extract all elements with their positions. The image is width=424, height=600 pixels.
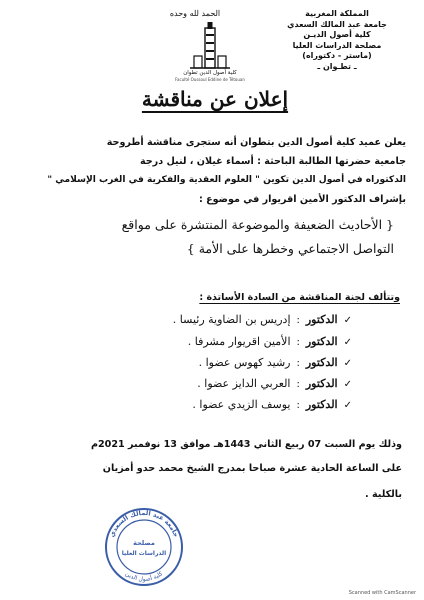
committee-member [197, 377, 352, 390]
member-name: العربي الدايز عضوا . [197, 377, 291, 390]
member-name: إدريس بن الضاوية رئيسا . [172, 313, 291, 326]
schedule-line-2: على الساعة الحادية عشرة صباحا بمدرج الشيخ محمد حدو أمزيان [102, 463, 402, 474]
bullet-icon: ✓ [343, 358, 352, 369]
institution-line-city: ـ تطـوان ـ [317, 61, 357, 71]
institution-line-university: جامعة عبد المالك السعدي [287, 19, 387, 29]
committee-member [192, 398, 352, 411]
thesis-topic-line-1: { الأحاديث الضعيفة والموضوعة المنتشرة على مواقع [121, 217, 394, 232]
stamp-center-bottom: الدراسات العليا [121, 550, 167, 557]
separator: : [296, 379, 300, 390]
scanner-footer: Scanned with CamScanner [348, 590, 416, 596]
separator: : [296, 358, 300, 369]
logo-caption: كلية أصول الدين تطوان [183, 70, 237, 76]
schedule-line-1: وذلك يوم السبت 07 ربيع الثاني 1443هـ موافق 13 نوفمبر 2021م [90, 439, 402, 450]
member-name: يوسف الزيدي عضوا . [192, 398, 291, 411]
institution-line-department: مصلحة الدراسات العليا [292, 40, 382, 50]
member-role: الدكتور [305, 398, 338, 411]
member-role: الدكتور [305, 377, 338, 390]
schedule-line-3: بالكلية . [364, 489, 402, 500]
member-role: الدكتور [305, 356, 338, 369]
svg-text:جامعة عبد المالك السعدي [108, 509, 181, 539]
stamp-center-top: مصلحة [133, 539, 155, 547]
bullet-icon: ✓ [343, 315, 352, 326]
stamp-ring-text: جامعة عبد المالك السعدي [107, 508, 181, 539]
official-stamp [102, 505, 186, 589]
bullet-icon: ✓ [343, 379, 352, 390]
institution-line-faculty: كلية أصول الديـن [303, 30, 371, 39]
institution-line-kingdom: المملكة المغربية [305, 9, 369, 18]
announcement-title: إعلان عن مناقشة [141, 87, 289, 111]
thesis-topic-line-2: التواصل الاجتماعي وخطرها على الأمة } [186, 241, 394, 256]
separator: : [296, 400, 300, 411]
committee-member [199, 356, 352, 369]
committee-member [188, 335, 352, 348]
body-line-4: بإشراف الدكتور الأمين اقريوار في موضوع : [198, 194, 406, 205]
institution-header [262, 9, 412, 71]
separator: : [296, 337, 300, 348]
member-role: الدكتور [305, 335, 338, 348]
committee-title: وتتألف لجنة المناقشة من السادة الأساتذة : [199, 292, 400, 303]
bullet-icon: ✓ [343, 337, 352, 348]
invocation-text: الحمد لله وحده [169, 9, 221, 18]
member-name: رشيد كهوس عضوا . [198, 356, 291, 369]
logo-subcaption: Faculté Oussoul Eddine de Tétouan [175, 77, 245, 82]
member-role: الدكتور [305, 313, 338, 326]
body-line-3: الدكتوراه في أصول الدين تكوين " العلوم العقدية والفكرية في الغرب الإسلامي " [47, 175, 406, 185]
committee-member [173, 313, 352, 326]
bullet-icon: ✓ [343, 400, 352, 411]
separator: : [296, 315, 300, 326]
member-name: الأمين اقريوار مشرفا . [187, 335, 291, 348]
body-line-1: يعلن عميد كلية أصول الدين بتطوان أنه ستجرى مناقشة أطروحة [106, 137, 406, 148]
body-line-2: جامعية حضرتها الطالبة الباحثة : أسماء غيلان ، لنيل درجة [139, 156, 406, 167]
stamp-bottom-text: كلية أصول الدين [123, 570, 165, 584]
institution-line-programs: (ماستر - دكتوراه) [302, 51, 372, 60]
